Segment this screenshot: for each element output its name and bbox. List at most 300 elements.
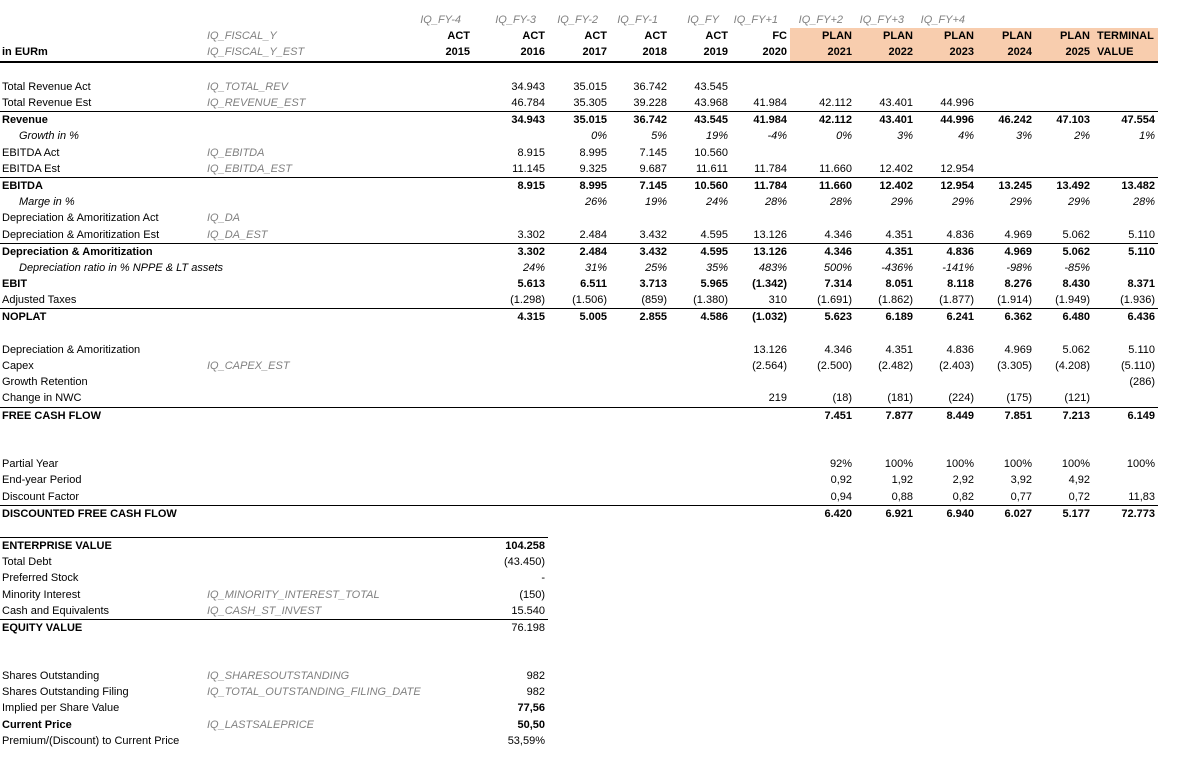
da-ratio-cell-2018[interactable]: 25% [644,261,667,274]
da-total-cell-2024[interactable]: 4.969 [1004,245,1032,258]
total-revenue-est-cell-2019[interactable]: 43.968 [694,97,728,110]
col-type-row-cell-2018[interactable]: ACT [644,30,667,43]
growth-retention-cell-2021[interactable] [790,374,855,390]
discounted-free-cash-flow-cell-2023[interactable]: 6.940 [946,507,974,520]
ebit-cell-2016[interactable]: 5.613 [517,278,545,291]
ebitda-act-cell-2017[interactable]: 8.995 [579,146,607,159]
noplat-cell-2016[interactable]: 4.315 [517,311,545,324]
adjusted-taxes-cell-2020[interactable]: 310 [768,294,787,307]
growth-retention-cell-2025[interactable] [1035,374,1093,390]
col-year-row-cell-2024[interactable]: 2024 [977,44,1035,60]
ebitda-est-cell-2017[interactable]: 9.325 [579,162,607,175]
ebitda-cell-2025[interactable]: 13.492 [1056,179,1090,192]
free-cash-flow-cell-2025[interactable]: 7.213 [1062,409,1090,422]
da-est-cell-2015[interactable] [420,226,473,242]
partial-year-cell-terminal-value[interactable]: 100% [1126,458,1155,471]
da-fcf-cell-2023[interactable]: 4.836 [946,343,974,356]
da-act-cell-2019[interactable] [670,210,731,226]
ebitda-margin-cell-2015[interactable] [420,194,473,210]
ebitda-margin-label[interactable]: Marge in % [19,196,75,209]
da-fcf-cell-2025[interactable]: 5.062 [1062,343,1090,356]
growth-retention-cell-2024[interactable] [977,374,1035,390]
free-cash-flow-label[interactable]: FREE CASH FLOW [2,409,101,422]
current-price-label[interactable]: Current Price [2,718,72,731]
free-cash-flow-cell-2023[interactable]: 8.449 [946,409,974,422]
end-year-period-cell-2016[interactable] [473,472,548,488]
col-type-row-formula[interactable]: IQ_FISCAL_Y [207,30,277,43]
total-revenue-est-cell-2020[interactable]: 41.984 [753,97,787,110]
total-revenue-est-cell-2015[interactable] [420,95,473,111]
total-revenue-act-cell-2016[interactable]: 34.943 [511,80,545,93]
total-revenue-act-formula[interactable]: IQ_TOTAL_REV [207,80,288,93]
da-ratio-cell-2024[interactable]: -98% [1006,261,1032,274]
col-type-row-cell-2024[interactable]: PLAN [977,28,1035,44]
total-revenue-act-cell-2017[interactable]: 35.015 [573,80,607,93]
revenue-cell-2025[interactable]: 47.103 [1056,114,1090,127]
ebit-cell-terminal-value[interactable]: 8.371 [1127,278,1155,291]
ebit-label[interactable]: EBIT [2,278,28,291]
ebitda-act-cell-2015[interactable] [420,145,473,161]
end-year-period-cell-2025[interactable]: 4,92 [1068,474,1090,487]
da-est-cell-2016[interactable]: 3.302 [517,228,545,241]
growth-retention-cell-2020[interactable] [731,374,790,390]
growth-retention-label[interactable]: Growth Retention [2,376,88,389]
equity-value-label[interactable]: EQUITY VALUE [2,622,83,635]
partial-year-cell-2021[interactable]: 92% [829,458,852,471]
da-est-cell-terminal-value[interactable]: 5.110 [1128,228,1155,241]
da-est-cell-2025[interactable]: 5.062 [1062,228,1090,241]
ebitda-margin-cell-2024[interactable]: 29% [1009,196,1032,209]
end-year-period-cell-2021[interactable]: 0,92 [830,474,852,487]
total-revenue-act-label[interactable]: Total Revenue Act [2,80,91,93]
total-revenue-est-cell-2021[interactable]: 42.112 [819,97,852,110]
noplat-cell-2023[interactable]: 6.241 [946,311,974,324]
total-revenue-est-cell-2018[interactable]: 39.228 [633,97,667,110]
change-in-nwc-cell-2022[interactable]: (181) [887,392,913,405]
da-act-cell-2022[interactable] [855,210,916,226]
discounted-free-cash-flow-cell-2024[interactable]: 6.027 [1004,507,1032,520]
enterprise-value-label[interactable]: ENTERPRISE VALUE [2,540,112,553]
col-id-row-cell-2018[interactable]: IQ_FY-1 [617,14,658,27]
total-revenue-act-cell-2024[interactable] [977,79,1035,95]
noplat-cell-2019[interactable]: 4.586 [700,311,728,324]
adjusted-taxes-cell-2022[interactable]: (1.862) [878,294,913,307]
capex-cell-2019[interactable] [670,358,731,374]
adjusted-taxes-cell-2021[interactable]: (1.691) [817,294,852,307]
ebitda-cell-2024[interactable]: 13.245 [998,179,1032,192]
capex-cell-2020[interactable]: (2.564) [752,360,787,373]
adjusted-taxes-cell-2018[interactable]: (859) [641,294,667,307]
minority-interest-label[interactable]: Minority Interest [2,588,81,601]
implied-per-share-value-value[interactable]: 77,56 [517,702,545,715]
da-total-cell-2020[interactable]: 13.126 [753,245,787,258]
ebitda-est-cell-2022[interactable]: 12.402 [879,162,913,175]
da-est-cell-2019[interactable]: 4.595 [700,228,728,241]
da-total-cell-terminal-value[interactable]: 5.110 [1128,245,1155,258]
ebitda-margin-cell-2021[interactable]: 28% [829,196,852,209]
total-revenue-est-cell-2016[interactable]: 46.784 [511,97,545,110]
total-revenue-est-label[interactable]: Total Revenue Est [2,97,92,110]
da-fcf-cell-2019[interactable] [670,342,731,358]
change-in-nwc-cell-2024[interactable]: (175) [1006,392,1032,405]
da-total-cell-2022[interactable]: 4.351 [885,245,913,258]
ebitda-act-cell-2025[interactable] [1035,145,1093,161]
discounted-free-cash-flow-cell-2018[interactable] [610,506,670,522]
revenue-growth-cell-2020[interactable]: -4% [767,130,787,143]
current-price-value[interactable]: 50,50 [517,718,545,731]
col-id-row-cell-2020[interactable]: IQ_FY+1 [733,14,778,27]
ebitda-act-cell-2022[interactable] [855,145,916,161]
discount-factor-cell-2022[interactable]: 0,88 [891,490,913,503]
ebit-cell-2021[interactable]: 7.314 [824,278,852,291]
da-est-cell-2018[interactable]: 3.432 [639,228,667,241]
ebitda-act-formula[interactable]: IQ_EBITDA [207,146,265,159]
capex-cell-2025[interactable]: (4.208) [1055,360,1090,373]
ebit-cell-2023[interactable]: 8.118 [947,278,974,291]
ebitda-act-cell-2023[interactable] [916,145,977,161]
col-type-row-cell-2025[interactable]: PLAN [1035,28,1093,44]
partial-year-cell-2024[interactable]: 100% [1003,458,1032,471]
ebitda-act-label[interactable]: EBITDA Act [2,146,60,159]
end-year-period-cell-2023[interactable]: 2,92 [952,474,974,487]
cash-and-equivalents-formula[interactable]: IQ_CASH_ST_INVEST [207,604,322,617]
noplat-cell-2015[interactable] [420,309,473,325]
col-year-row-cell-2019[interactable]: 2019 [703,46,728,59]
total-revenue-act-cell-2020[interactable] [731,79,790,95]
capex-cell-2018[interactable] [610,358,670,374]
ebitda-margin-cell-2019[interactable]: 24% [705,196,728,209]
revenue-growth-cell-2022[interactable]: 3% [897,130,913,143]
premium-discount-to-current-price-value[interactable]: 53,59% [507,734,545,747]
capex-cell-2015[interactable] [420,358,473,374]
adjusted-taxes-cell-2024[interactable]: (1.914) [997,294,1032,307]
end-year-period-cell-2017[interactable] [548,472,610,488]
total-revenue-act-cell-2023[interactable] [916,79,977,95]
ebitda-act-cell-2019[interactable]: 10.560 [694,146,728,159]
free-cash-flow-cell-2019[interactable] [670,408,731,424]
adjusted-taxes-cell-2023[interactable]: (1.877) [939,294,974,307]
col-id-row-cell-2016[interactable]: IQ_FY-3 [495,14,536,27]
revenue-formula[interactable] [205,112,420,128]
change-in-nwc-cell-2023[interactable]: (224) [948,392,974,405]
da-fcf-cell-2015[interactable] [420,342,473,358]
ebitda-est-cell-terminal-value[interactable] [1093,161,1158,177]
col-id-row-cell-2019[interactable]: IQ_FY [687,14,719,27]
revenue-growth-formula[interactable] [205,128,420,144]
da-total-cell-2016[interactable]: 3.302 [517,245,545,258]
discounted-free-cash-flow-formula[interactable] [205,506,420,522]
da-ratio-cell-2023[interactable]: -141% [942,261,974,274]
col-year-row-cell-2018[interactable]: 2018 [642,46,667,59]
free-cash-flow-cell-2018[interactable] [610,408,670,424]
shares-outstanding-value[interactable]: 982 [526,670,545,683]
free-cash-flow-cell-2021[interactable]: 7.451 [824,409,852,422]
capex-cell-2024[interactable]: (3.305) [997,360,1032,373]
noplat-cell-2018[interactable]: 2.855 [639,311,667,324]
da-fcf-cell-2021[interactable]: 4.346 [824,343,852,356]
end-year-period-formula[interactable] [205,472,420,488]
da-fcf-formula[interactable] [205,342,420,358]
discount-factor-cell-2024[interactable]: 0,77 [1010,490,1032,503]
da-act-cell-2017[interactable] [548,210,610,226]
capex-cell-2022[interactable]: (2.482) [878,360,913,373]
end-year-period-cell-2018[interactable] [610,472,670,488]
col-type-row-cell-2016[interactable]: ACT [522,30,545,43]
da-fcf-label[interactable]: Depreciation & Amoritization [2,343,141,356]
col-year-row-cell-2025[interactable]: 2025 [1035,44,1093,60]
total-revenue-act-cell-2022[interactable] [855,79,916,95]
revenue-cell-2017[interactable]: 35.015 [573,114,607,127]
change-in-nwc-cell-terminal-value[interactable] [1093,390,1158,406]
da-ratio-cell-2017[interactable]: 31% [584,261,607,274]
noplat-cell-2021[interactable]: 5.623 [824,311,852,324]
ebit-cell-2024[interactable]: 8.276 [1004,278,1032,291]
col-type-row-label[interactable] [0,28,205,44]
end-year-period-cell-terminal-value[interactable] [1093,472,1158,488]
da-fcf-cell-2024[interactable]: 4.969 [1004,343,1032,356]
da-total-cell-2021[interactable]: 4.346 [824,245,852,258]
preferred-stock-value[interactable]: - [541,572,545,585]
revenue-growth-cell-2015[interactable] [420,128,473,144]
da-est-formula[interactable]: IQ_DA_EST [207,228,268,241]
noplat-label[interactable]: NOPLAT [2,311,47,324]
change-in-nwc-cell-2021[interactable]: (18) [832,392,852,405]
col-id-row-cell-terminal-value[interactable] [1093,12,1158,28]
ebitda-margin-cell-2018[interactable]: 19% [644,196,667,209]
adjusted-taxes-cell-2016[interactable]: (1.298) [510,294,545,307]
partial-year-cell-2019[interactable] [670,456,731,472]
end-year-period-cell-2022[interactable]: 1,92 [891,474,913,487]
discounted-free-cash-flow-cell-2015[interactable] [420,506,473,522]
da-act-cell-2025[interactable] [1035,210,1093,226]
ebit-cell-2025[interactable]: 8.430 [1062,278,1090,291]
ebitda-cell-2019[interactable]: 10.560 [694,179,728,192]
da-total-cell-2025[interactable]: 5.062 [1062,245,1090,258]
ebitda-est-cell-2023[interactable]: 12.954 [940,162,974,175]
ebitda-est-cell-2018[interactable]: 9.687 [639,162,667,175]
growth-retention-cell-2022[interactable] [855,374,916,390]
ebitda-margin-cell-2020[interactable]: 28% [764,196,787,209]
da-act-cell-2024[interactable] [977,210,1035,226]
ebitda-est-cell-2016[interactable]: 11.145 [512,162,545,175]
da-est-cell-2024[interactable]: 4.969 [1004,228,1032,241]
ebitda-est-cell-2021[interactable]: 11.660 [819,162,852,175]
col-type-row-cell-2020[interactable]: FC [772,30,787,43]
free-cash-flow-cell-2022[interactable]: 7.877 [885,409,913,422]
revenue-growth-cell-2023[interactable]: 4% [958,130,974,143]
da-ratio-cell-2021[interactable]: 500% [823,261,852,274]
discount-factor-cell-2020[interactable] [731,488,790,504]
discount-factor-cell-2021[interactable]: 0,94 [830,490,852,503]
total-revenue-act-cell-2025[interactable] [1035,79,1093,95]
total-revenue-est-cell-2023[interactable]: 44.996 [940,97,974,110]
ebitda-margin-formula[interactable] [205,194,420,210]
discounted-free-cash-flow-cell-2021[interactable]: 6.420 [824,507,852,520]
da-fcf-cell-2018[interactable] [610,342,670,358]
adjusted-taxes-cell-2017[interactable]: (1.506) [572,294,607,307]
discounted-free-cash-flow-cell-terminal-value[interactable]: 72.773 [1121,507,1155,520]
col-year-row-label[interactable]: in EURm [2,46,48,59]
discount-factor-cell-2019[interactable] [670,488,731,504]
revenue-cell-2019[interactable]: 43.545 [694,114,728,127]
shares-outstanding-formula[interactable]: IQ_SHARESOUTSTANDING [207,670,350,683]
growth-retention-cell-2018[interactable] [610,374,670,390]
revenue-growth-cell-terminal-value[interactable]: 1% [1139,130,1155,143]
end-year-period-cell-2020[interactable] [731,472,790,488]
free-cash-flow-cell-2017[interactable] [548,408,610,424]
ebit-cell-2017[interactable]: 6.511 [580,278,607,291]
da-ratio-cell-2019[interactable]: 35% [705,261,728,274]
partial-year-cell-2020[interactable] [731,456,790,472]
enterprise-value-value[interactable]: 104.258 [505,540,545,553]
discounted-free-cash-flow-cell-2022[interactable]: 6.921 [885,507,913,520]
free-cash-flow-formula[interactable] [205,408,420,424]
cash-and-equivalents-label[interactable]: Cash and Equivalents [2,604,110,617]
revenue-cell-2020[interactable]: 41.984 [753,114,787,127]
da-total-cell-2023[interactable]: 4.836 [946,245,974,258]
ebit-cell-2015[interactable] [420,276,473,292]
capex-cell-2017[interactable] [548,358,610,374]
ebitda-margin-cell-2023[interactable]: 29% [951,196,974,209]
partial-year-cell-2023[interactable]: 100% [945,458,974,471]
ebitda-cell-2022[interactable]: 12.402 [879,179,913,192]
growth-retention-formula[interactable] [205,374,420,390]
da-ratio-cell-2022[interactable]: -436% [881,261,913,274]
col-id-row-cell-2025[interactable] [1035,12,1093,28]
partial-year-cell-2018[interactable] [610,456,670,472]
revenue-growth-cell-2024[interactable]: 3% [1016,130,1032,143]
partial-year-cell-2022[interactable]: 100% [884,458,913,471]
col-year-row-cell-2016[interactable]: 2016 [520,46,545,59]
ebitda-cell-2015[interactable] [420,178,473,194]
ebitda-act-cell-2020[interactable] [731,145,790,161]
da-ratio-label[interactable]: Depreciation ratio in % NPPE & LT assets [19,261,223,274]
da-total-cell-2015[interactable] [420,244,473,260]
free-cash-flow-cell-2024[interactable]: 7.851 [1004,409,1032,422]
da-est-cell-2021[interactable]: 4.346 [824,228,852,241]
total-debt-value[interactable]: (43.450) [504,556,545,569]
minority-interest-value[interactable]: (150) [519,588,545,601]
change-in-nwc-cell-2019[interactable] [670,390,731,406]
da-ratio-cell-2016[interactable]: 24% [522,261,545,274]
growth-retention-cell-2017[interactable] [548,374,610,390]
da-act-cell-terminal-value[interactable] [1093,210,1158,226]
col-year-row-cell-2022[interactable]: 2022 [855,44,916,60]
adjusted-taxes-cell-2015[interactable] [420,292,473,308]
discounted-free-cash-flow-cell-2016[interactable] [473,506,548,522]
preferred-stock-formula[interactable] [205,570,420,586]
ebit-cell-2020[interactable]: (1.342) [752,278,787,291]
change-in-nwc-cell-2025[interactable]: (121) [1064,392,1090,405]
change-in-nwc-label[interactable]: Change in NWC [2,392,82,405]
discounted-free-cash-flow-cell-2017[interactable] [548,506,610,522]
da-total-label[interactable]: Depreciation & Amoritization [2,245,153,258]
discount-factor-cell-2016[interactable] [473,488,548,504]
da-est-cell-2022[interactable]: 4.351 [885,228,913,241]
da-act-label[interactable]: Depreciation & Amoritization Act [2,212,159,225]
total-revenue-est-cell-2022[interactable]: 43.401 [879,97,913,110]
col-year-row-formula[interactable]: IQ_FISCAL_Y_EST [207,46,305,59]
ebit-cell-2019[interactable]: 5.965 [700,278,728,291]
ebitda-cell-2020[interactable]: 11.784 [753,179,787,192]
col-type-row-cell-2022[interactable]: PLAN [855,28,916,44]
discount-factor-cell-2025[interactable]: 0,72 [1068,490,1090,503]
revenue-cell-2021[interactable]: 42.112 [818,114,852,127]
adjusted-taxes-cell-2019[interactable]: (1.380) [693,294,728,307]
col-year-row-cell-2015[interactable]: 2015 [445,46,470,59]
total-revenue-act-cell-terminal-value[interactable] [1093,79,1158,95]
adjusted-taxes-label[interactable]: Adjusted Taxes [2,294,77,307]
revenue-growth-cell-2016[interactable] [473,128,548,144]
end-year-period-cell-2019[interactable] [670,472,731,488]
ebitda-est-cell-2015[interactable] [420,161,473,177]
col-id-row-label[interactable] [0,12,205,28]
partial-year-formula[interactable] [205,456,420,472]
ebitda-margin-cell-terminal-value[interactable]: 28% [1132,196,1155,209]
adjusted-taxes-cell-terminal-value[interactable]: (1.936) [1120,294,1155,307]
ebitda-act-cell-2018[interactable]: 7.145 [639,146,667,159]
ebitda-cell-2016[interactable]: 8.915 [517,179,545,192]
minority-interest-formula[interactable]: IQ_MINORITY_INTEREST_TOTAL [207,588,380,601]
growth-retention-cell-2019[interactable] [670,374,731,390]
da-total-cell-2019[interactable]: 4.595 [700,245,728,258]
col-id-row-cell-2024[interactable] [977,12,1035,28]
capex-cell-2023[interactable]: (2.403) [939,360,974,373]
ebitda-est-cell-2020[interactable]: 11.784 [754,162,787,175]
revenue-cell-2018[interactable]: 36.742 [633,114,667,127]
da-ratio-cell-terminal-value[interactable] [1093,260,1158,276]
total-revenue-est-cell-terminal-value[interactable] [1093,95,1158,111]
change-in-nwc-formula[interactable] [205,390,420,406]
capex-cell-2021[interactable]: (2.500) [817,360,852,373]
premium-discount-to-current-price-formula[interactable] [205,733,420,749]
col-type-row-cell-2023[interactable]: PLAN [916,28,977,44]
ebitda-cell-2021[interactable]: 11.660 [818,179,852,192]
ebitda-est-formula[interactable]: IQ_EBITDA_EST [207,162,292,175]
ebitda-act-cell-2024[interactable] [977,145,1035,161]
discount-factor-cell-2015[interactable] [420,488,473,504]
discounted-free-cash-flow-cell-2025[interactable]: 5.177 [1062,507,1090,520]
ebitda-margin-cell-2016[interactable] [473,194,548,210]
col-type-row-cell-2019[interactable]: ACT [705,30,728,43]
total-revenue-est-formula[interactable]: IQ_REVENUE_EST [207,97,306,110]
capex-formula[interactable]: IQ_CAPEX_EST [207,360,290,373]
adjusted-taxes-cell-2025[interactable]: (1.949) [1055,294,1090,307]
col-year-row-cell-2021[interactable]: 2021 [790,44,855,60]
da-ratio-formula[interactable] [205,260,420,276]
partial-year-cell-2016[interactable] [473,456,548,472]
ebitda-est-cell-2025[interactable] [1035,161,1093,177]
ebitda-cell-2023[interactable]: 12.954 [940,179,974,192]
revenue-growth-label[interactable]: Growth in % [19,130,79,143]
col-type-row-cell-2015[interactable]: ACT [447,30,470,43]
noplat-cell-terminal-value[interactable]: 6.436 [1127,311,1155,324]
implied-per-share-value-label[interactable]: Implied per Share Value [2,702,120,715]
revenue-cell-terminal-value[interactable]: 47.554 [1121,114,1155,127]
da-est-cell-2017[interactable]: 2.484 [579,228,607,241]
discounted-free-cash-flow-label[interactable]: DISCOUNTED FREE CASH FLOW [2,507,177,520]
col-year-row-cell-terminal-value[interactable]: VALUE [1093,44,1158,60]
growth-retention-cell-2016[interactable] [473,374,548,390]
noplat-cell-2022[interactable]: 6.189 [885,311,913,324]
ebitda-cell-2017[interactable]: 8.995 [579,179,607,192]
partial-year-cell-2015[interactable] [420,456,473,472]
growth-retention-cell-2023[interactable] [916,374,977,390]
change-in-nwc-cell-2016[interactable] [473,390,548,406]
partial-year-cell-2025[interactable]: 100% [1061,458,1090,471]
revenue-label[interactable]: Revenue [2,114,48,127]
change-in-nwc-cell-2018[interactable] [610,390,670,406]
